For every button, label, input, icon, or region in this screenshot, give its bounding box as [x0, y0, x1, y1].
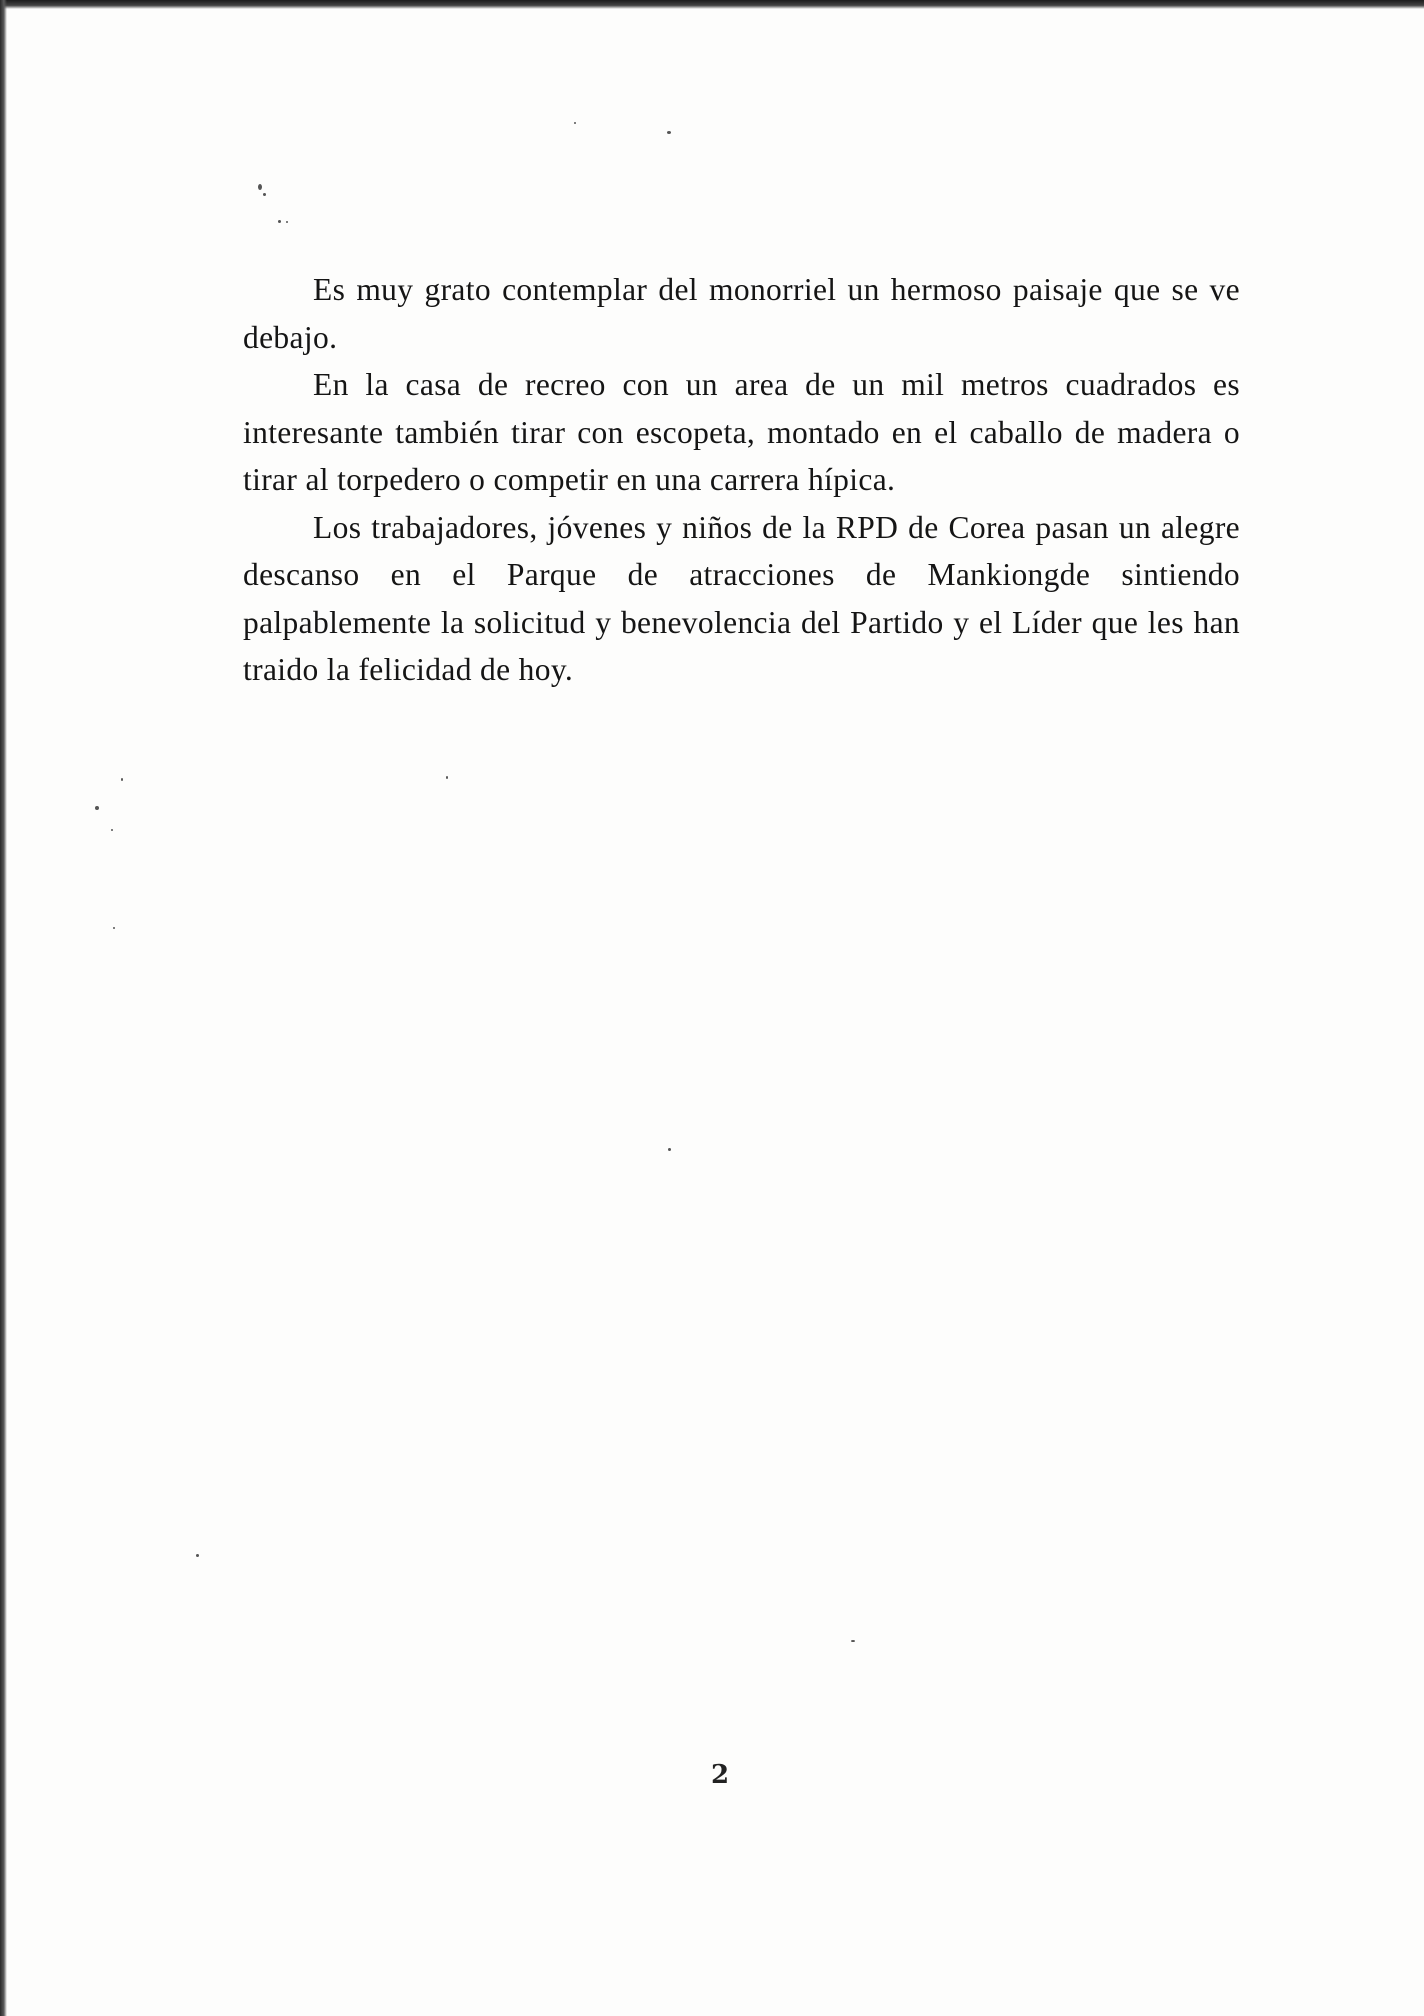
- scan-speck: [574, 122, 576, 124]
- page-top-edge: [0, 0, 1424, 9]
- scan-speck: [258, 184, 262, 190]
- page-left-edge: [0, 0, 7, 2016]
- scan-speck: [446, 776, 448, 779]
- scan-speck: [263, 193, 266, 196]
- scan-speck: [667, 131, 671, 134]
- scan-speck: [113, 927, 115, 929]
- scan-speck: [121, 778, 123, 781]
- scan-speck: [851, 1640, 855, 1642]
- scan-speck: [278, 220, 281, 223]
- scan-speck: [95, 806, 99, 810]
- scan-speck: [286, 221, 288, 223]
- paragraph: Los trabajadores, jóvenes y niños de la RPD de Corea pasan un alegre descanso en el Parque de atracciones de Mankiongde sintiendo palpablemente la solicitud y benevolencia del Partido y el Líder que les han traido la felicidad de hoy.: [243, 509, 1240, 687]
- scan-speck: [668, 1148, 671, 1151]
- page-number: 2: [710, 1760, 730, 1790]
- scan-speck: [196, 1554, 199, 1557]
- paragraph: En la casa de recreo con un area de un mil metros cuadrados es interesante también tirar con escopeta, montado en el caballo de madera o tirar al torpedero o competir en una carrera hípica.: [243, 367, 1240, 497]
- paragraph: Es muy grato contemplar del monorriel un hermoso paisaje que se ve debajo.: [243, 272, 1240, 355]
- body-text: [243, 266, 1240, 694]
- scan-speck: [111, 829, 113, 831]
